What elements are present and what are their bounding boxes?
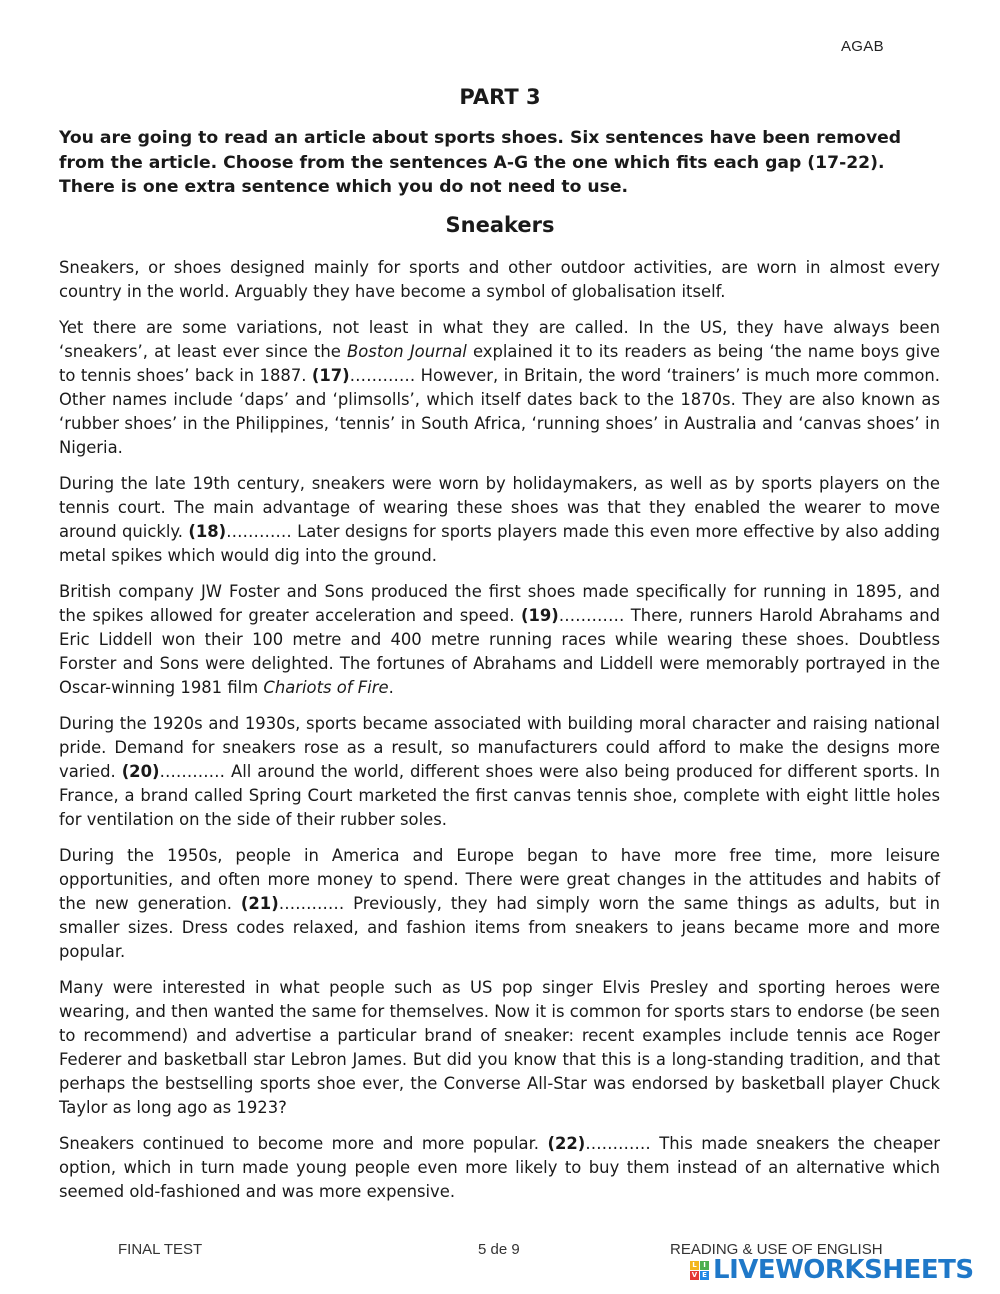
part-title: PART 3 (459, 85, 541, 109)
logo-mark-icon (690, 1261, 709, 1280)
footer-page-number: 5 de 9 (478, 1241, 520, 1258)
film-title: Chariots of Fire (263, 678, 389, 697)
paragraph-4: British company JW Foster and Sons produced the first shoes made specifically for running in 1895, and the spikes allowed for greater acceleration and speed. (19)………… There, runners Harold Abrahams and Eric Liddell won their 100 metre and 400 metre running races while wearing these shoes. Doubtless Forster and Sons were delighted. The fortunes of Abrahams and Liddell were memorably portrayed in the Oscar-winning 1981 film Chariots of Fire. (59, 582, 940, 697)
paragraph-5: During the 1920s and 1930s, sports became associated with building moral character and raising national pride. Demand for sneakers rose as a result, so manufacturers could afford to make the designs more varied. (20)………… All around the world, different shoes were also being produced for different sports. In France, a brand called Spring Court marketed the first canvas tennis shoe, complete with eight little holes for ventilation on the side of their rubber soles. (59, 714, 940, 829)
gap-22-blank[interactable]: ………… (585, 1134, 651, 1153)
paragraph-2: Yet there are some variations, not least in what they are called. In the US, they have always been ‘sneakers’, at least ever since the Boston Journal explained it to its readers as being ‘the name boys give to tennis shoes’ back in 1887. (17)………… However, in Britain, the word ‘trainers’ is much more common. Other names include ‘daps’ and ‘plimsolls’, which itself dates back to the 1870s. They are also known as ‘rubber shoes’ in the Philippines, ‘tennis’ in South Africa, ‘running shoes’ in Australia and ‘canvas shoes’ in Nigeria. (59, 318, 940, 457)
paragraph-3: During the late 19th century, sneakers were worn by holidaymakers, as well as by sports players on the tennis court. The main advantage of wearing these shoes was that they enabled the wearer to move around quickly. (18)………… Later designs for sports players made this even more effective by also adding metal spikes which would dig into the ground. (59, 474, 940, 565)
logo-mark-letter: L (690, 1261, 699, 1270)
paragraph-1: Sneakers, or shoes designed mainly for sports and other outdoor activities, are worn in almost every country in the world. Arguably they have become a symbol of globalisation itself. (59, 258, 940, 301)
gap-17-blank[interactable]: ………… (349, 366, 416, 385)
logo-text: LIVEWORKSHEETS (713, 1255, 974, 1285)
logo-mark-letter: I (700, 1261, 709, 1270)
gap-21-blank[interactable]: ………… (278, 894, 345, 913)
gap-19-number: (19) (520, 606, 559, 625)
article-body (59, 256, 940, 1216)
paragraph-6: During the 1950s, people in America and Europe began to have more free time, more leisure opportunities, and often more money to spend. There were great changes in the attitudes and habits of the new generation. (21)………… Previously, they had simply worn the same things as adults, but in smaller sizes. Dress codes relaxed, and fashion items from sneakers to jeans became more and more popular. (59, 846, 940, 961)
article-title: Sneakers (445, 213, 555, 237)
footer-right: READING & USE OF ENGLISH (670, 1241, 883, 1258)
header-code: AGAB (841, 38, 884, 55)
paragraph-7: Many were interested in what people such as US pop singer Elvis Presley and sporting heroes were wearing, and then wanted the same for themselves. Now it is common for sports stars to endorse (be seen to recommend) and advertise a particular brand of sneaker: recent examples include tennis ace Roger Federer and basketball star Lebron James. But did you know that this is a long-standing tradition, and that perhaps the bestselling sports shoe ever, the Converse All-Star was endorsed by basketball player Chuck Taylor as long ago as 1923? (59, 978, 940, 1117)
logo-mark-letter: V (691, 1270, 698, 1279)
liveworksheets-logo[interactable] (690, 1255, 974, 1285)
paragraph-8: Sneakers continued to become more and more popular. (22)………… This made sneakers the cheaper option, which in turn made young people even more likely to buy them instead of an alternative which seemed old-fashioned and was more expensive. (59, 1134, 940, 1201)
gap-18-blank[interactable]: ………… (226, 522, 292, 541)
instructions: You are going to read an article about sports shoes. Six sentences have been removed from the article. Choose from the sentences A-G the one which fits each gap (17-22). There is one extra sentence which you do not need to use. (59, 128, 902, 197)
gap-18-number: (18) (188, 522, 227, 541)
footer-left: FINAL TEST (118, 1241, 203, 1258)
gap-20-blank[interactable]: ………… (159, 762, 226, 781)
publication-title: Boston Journal (347, 342, 467, 361)
gap-20-number: (20) (121, 762, 160, 781)
gap-17-number: (17) (311, 366, 350, 385)
gap-19-blank[interactable]: ………… (558, 606, 625, 625)
gap-21-number: (21) (240, 894, 279, 913)
logo-mark-letter: E (700, 1271, 709, 1280)
gap-22-number: (22) (547, 1134, 586, 1153)
